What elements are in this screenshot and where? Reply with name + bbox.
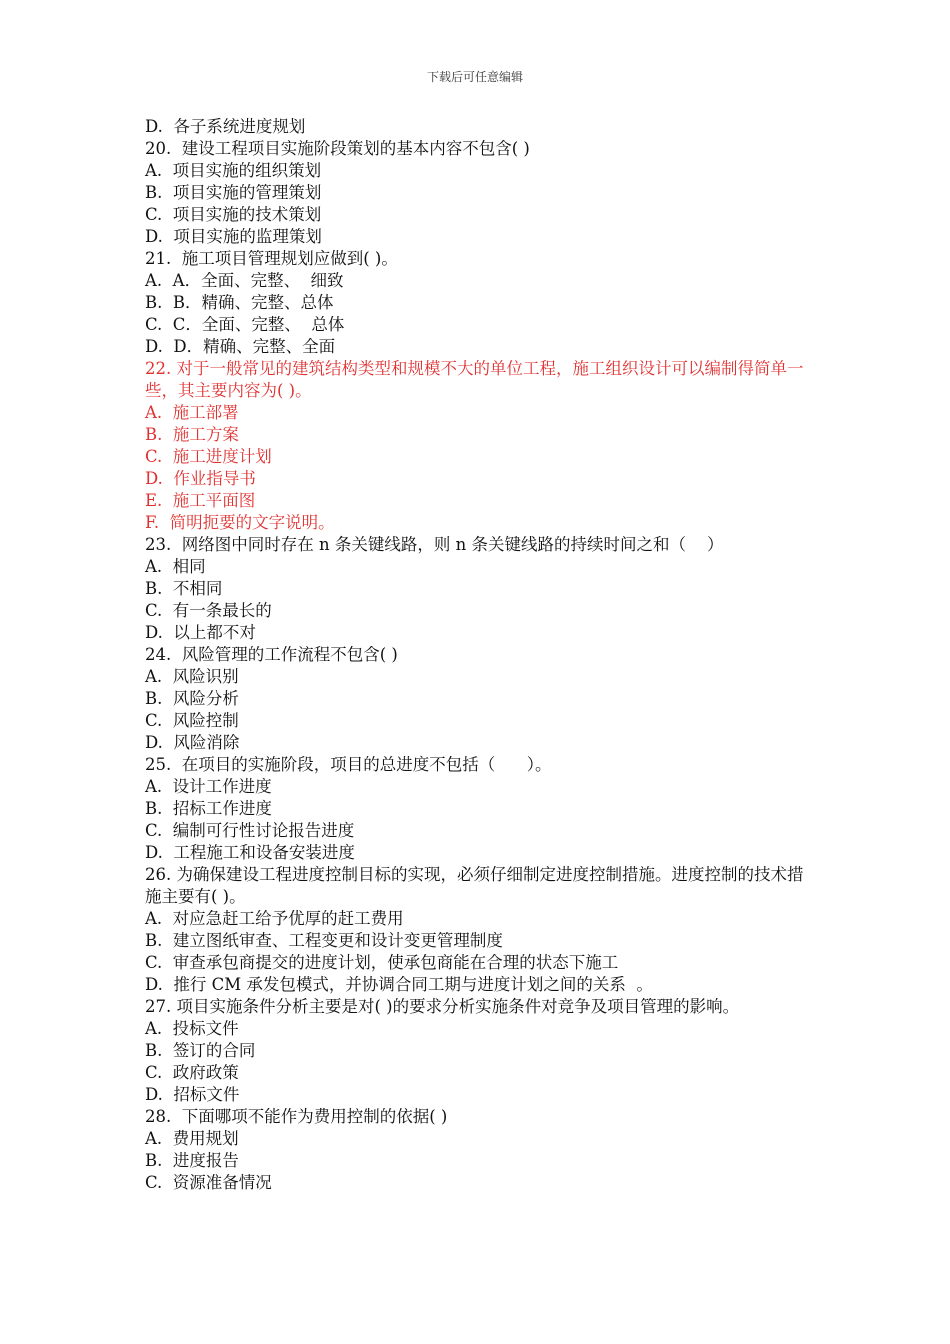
document-body: [145, 116, 810, 1194]
option-line: B. 招标工作进度: [145, 799, 272, 818]
question-line: 28. 下面哪项不能作为费用控制的依据( ): [145, 1107, 448, 1126]
option-line: A. 相同: [145, 557, 206, 576]
option-line: A. 投标文件: [145, 1019, 239, 1038]
option-line: D. 以上都不对: [145, 623, 256, 642]
option-line: B. 风险分析: [145, 689, 239, 708]
option-line: D. 风险消除: [145, 733, 240, 752]
option-line: C. 风险控制: [145, 711, 239, 730]
option-line: B. 施工方案: [145, 425, 239, 444]
option-line: D. D．精确、完整、全面: [145, 337, 336, 356]
option-line: B. 签订的合同: [145, 1041, 256, 1060]
question-line: 25. 在项目的实施阶段，项目的总进度不包括（ ）。: [145, 755, 552, 774]
option-line: C. 项目实施的技术策划: [145, 205, 322, 224]
option-line: D. 推行 CM 承发包模式，并协调合同工期与进度计划之间的关系 。: [145, 975, 653, 994]
option-line: B. B．精确、完整、总体: [145, 293, 334, 312]
option-line: C. 资源准备情况: [145, 1173, 272, 1192]
option-line: A. 对应急赶工给予优厚的赶工费用: [145, 909, 404, 928]
question-line: 21. 施工项目管理规划应做到( )。: [145, 249, 398, 268]
question-line: 20. 建设工程项目实施阶段策划的基本内容不包含( ): [145, 139, 530, 158]
option-line: C. 施工进度计划: [145, 447, 272, 466]
option-line: D. 招标文件: [145, 1085, 240, 1104]
option-line: E. 施工平面图: [145, 491, 256, 510]
option-line: B. 不相同: [145, 579, 223, 598]
option-line: D. 工程施工和设备安装进度: [145, 843, 355, 862]
option-line: A. 项目实施的组织策划: [145, 161, 322, 180]
option-line: B. 进度报告: [145, 1151, 239, 1170]
option-line: A. 设计工作进度: [145, 777, 272, 796]
option-line: F. 简明扼要的文字说明。: [145, 513, 335, 532]
option-line: D. 各子系统进度规划: [145, 117, 306, 136]
option-line: A. A．全面、完整、 细致: [145, 271, 344, 290]
option-line: A. 费用规划: [145, 1129, 239, 1148]
option-line: C. 有一条最长的: [145, 601, 272, 620]
option-line: D. 作业指导书: [145, 469, 256, 488]
option-line: D. 项目实施的监理策划: [145, 227, 322, 246]
option-line: A. 施工部署: [145, 403, 239, 422]
option-line: B. 建立图纸审查、工程变更和设计变更管理制度: [145, 931, 503, 950]
option-line: C. C．全面、完整、 总体: [145, 315, 345, 334]
question-line: 22. 对于一般常见的建筑结构类型和规模不大的单位工程，施工组织设计可以编制得简单一些，其主要内容为( )。: [145, 359, 804, 400]
question-line: 26. 为确保建设工程进度控制目标的实现，必须仔细制定进度控制措施。进度控制的技术措施主要有( )。: [145, 865, 804, 906]
option-line: C. 审查承包商提交的进度计划，使承包商能在合理的状态下施工: [145, 953, 619, 972]
question-line: 27. 项目实施条件分析主要是对( )的要求分析实施条件对竞争及项目管理的影响。: [145, 997, 740, 1016]
option-line: C. 政府政策: [145, 1063, 239, 1082]
question-line: 23. 网络图中同时存在 n 条关键线路，则 n 条关键线路的持续时间之和（ ）: [145, 535, 724, 554]
question-line: 24. 风险管理的工作流程不包含( ): [145, 645, 398, 664]
option-line: A. 风险识别: [145, 667, 239, 686]
option-line: C. 编制可行性讨论报告进度: [145, 821, 355, 840]
page-header: 下载后可任意编辑: [426, 70, 523, 84]
option-line: B. 项目实施的管理策划: [145, 183, 322, 202]
